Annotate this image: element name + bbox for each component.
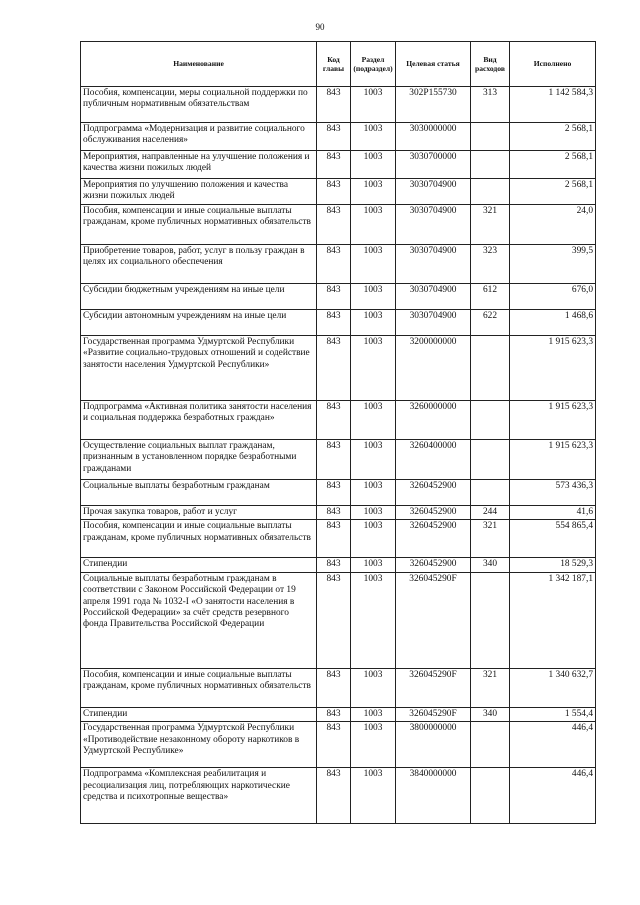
table-cell-name: Мероприятия, направленные на улучшение положения и качества жизни пожилых людей [81,151,317,179]
table-cell-amount: 2 568,1 [510,123,596,151]
table-cell-code: 843 [317,668,351,707]
table-cell-article: 3800000000 [396,722,471,768]
table-cell-section: 1003 [351,151,396,179]
header-article: Целевая статья [396,42,471,87]
table-cell-amount: 1 468,6 [510,310,596,336]
table-cell-name: Подпрограмма «Комплексная реабилитация и ресоциализация лиц, потребляющих наркотические средства и психотропные вещества» [81,768,317,824]
table-cell-article: 326045290F [396,707,471,721]
table-cell-name: Пособия, компенсации и иные социальные выплаты гражданам, кроме публичных нормативных обязательств [81,205,317,245]
table-cell-article: 3030704900 [396,179,471,205]
table-cell-article: 3260452900 [396,520,471,558]
table-row [81,245,596,284]
table-cell-section: 1003 [351,707,396,721]
table-cell-code: 843 [317,151,351,179]
header-section: Раздел (подраздел) [351,42,396,87]
table-cell-name: Социальные выплаты безработным гражданам [81,480,317,506]
table-cell-article: 3840000000 [396,768,471,824]
table-cell-section: 1003 [351,336,396,401]
table-cell-code: 843 [317,123,351,151]
table-cell-section: 1003 [351,205,396,245]
table-row [81,506,596,520]
table-cell-article: 302Р155730 [396,87,471,123]
table-cell-article: 3030000000 [396,123,471,151]
table-cell-section: 1003 [351,401,396,440]
table-row [81,668,596,707]
header-name: Наименование [81,42,317,87]
table-cell-amount: 1 142 584,3 [510,87,596,123]
table-cell-name: Мероприятия по улучшению положения и качества жизни пожилых людей [81,179,317,205]
table-cell-section: 1003 [351,768,396,824]
table-row [81,520,596,558]
table-cell-expense-type [471,480,510,506]
table-cell-name: Подпрограмма «Активная политика занятости населения и социальная поддержка безработных граждан» [81,401,317,440]
table-cell-amount: 399,5 [510,245,596,284]
table-cell-expense-type: 244 [471,506,510,520]
table-row [81,707,596,721]
table-cell-name: Осуществление социальных выплат гражданам, признанным в установленном порядке безработными гражданами [81,440,317,480]
table-cell-amount: 1 342 187,1 [510,572,596,668]
table-cell-expense-type: 340 [471,707,510,721]
table-row [81,572,596,668]
table-cell-article: 326045290F [396,668,471,707]
table-cell-code: 843 [317,480,351,506]
table-cell-amount: 1 915 623,3 [510,440,596,480]
table-cell-amount: 446,4 [510,768,596,824]
table-cell-article: 3260452900 [396,558,471,572]
table-cell-section: 1003 [351,440,396,480]
table-row [81,401,596,440]
table-cell-article: 3030704900 [396,245,471,284]
table-cell-article: 3260400000 [396,440,471,480]
table-cell-expense-type: 612 [471,284,510,310]
table-cell-name: Стипендии [81,558,317,572]
table-row [81,440,596,480]
table-cell-code: 843 [317,440,351,480]
table-cell-amount: 554 865,4 [510,520,596,558]
table-cell-name: Пособия, компенсации и иные социальные выплаты гражданам, кроме публичных нормативных обязательств [81,520,317,558]
table-cell-section: 1003 [351,310,396,336]
table-cell-section: 1003 [351,123,396,151]
table-body [81,87,596,824]
table-cell-expense-type: 321 [471,205,510,245]
table-cell-article: 3030704900 [396,284,471,310]
table-cell-code: 843 [317,336,351,401]
table-cell-section: 1003 [351,480,396,506]
table-cell-section: 1003 [351,558,396,572]
table-cell-code: 843 [317,722,351,768]
table-cell-name: Стипендии [81,707,317,721]
table-cell-code: 843 [317,179,351,205]
table-cell-amount: 1 554,4 [510,707,596,721]
page-number: 90 [315,22,325,32]
table-cell-name: Субсидии автономным учреждениям на иные цели [81,310,317,336]
table-cell-article: 3260452900 [396,506,471,520]
table-row [81,310,596,336]
table-row [81,205,596,245]
table-cell-article: 3030704900 [396,310,471,336]
table-cell-code: 843 [317,245,351,284]
table-cell-section: 1003 [351,179,396,205]
table-cell-article: 3260452900 [396,480,471,506]
table-cell-section: 1003 [351,722,396,768]
table-cell-code: 843 [317,506,351,520]
table-row [81,336,596,401]
table-cell-expense-type: 323 [471,245,510,284]
header-expense-type: Вид расходов [471,42,510,87]
table-cell-expense-type [471,123,510,151]
table-cell-amount: 2 568,1 [510,179,596,205]
table-cell-name: Пособия, компенсации, меры социальной поддержки по публичным нормативным обязательствам [81,87,317,123]
table-cell-article: 3200000000 [396,336,471,401]
table-cell-code: 843 [317,310,351,336]
table-cell-section: 1003 [351,668,396,707]
table-cell-name: Социальные выплаты безработным гражданам в соответствии с Законом Российской Федерации от 19 апреля 1991 года № 1032-I «О занятости населения в Российской Федерации» за счёт средств резервного фонда Правительства Российской Федерации [81,572,317,668]
table-cell-expense-type [471,722,510,768]
table-cell-code: 843 [317,205,351,245]
table-cell-article: 326045290F [396,572,471,668]
table-row [81,558,596,572]
table-cell-section: 1003 [351,87,396,123]
table-cell-article: 3030704900 [396,205,471,245]
table-cell-section: 1003 [351,520,396,558]
table-cell-amount: 1 915 623,3 [510,336,596,401]
table-cell-expense-type [471,151,510,179]
table-row [81,123,596,151]
table-cell-expense-type [471,401,510,440]
table-cell-name: Прочая закупка товаров, работ и услуг [81,506,317,520]
table-cell-expense-type [471,572,510,668]
table-cell-amount: 2 568,1 [510,151,596,179]
table-row [81,722,596,768]
table-cell-code: 843 [317,401,351,440]
table-row [81,151,596,179]
table-cell-amount: 446,4 [510,722,596,768]
table-row [81,284,596,310]
table-row [81,87,596,123]
table-cell-expense-type [471,440,510,480]
table-row [81,480,596,506]
table-cell-section: 1003 [351,506,396,520]
table-cell-code: 843 [317,572,351,668]
header-executed: Исполнено [510,42,596,87]
budget-table [80,41,596,824]
table-cell-name: Субсидии бюджетным учреждениям на иные цели [81,284,317,310]
header-code: Код главы [317,42,351,87]
table-cell-expense-type [471,179,510,205]
table-cell-name: Приобретение товаров, работ, услуг в пользу граждан в целях их социального обеспечения [81,245,317,284]
table-cell-code: 843 [317,284,351,310]
table-cell-section: 1003 [351,245,396,284]
table-cell-article: 3030700000 [396,151,471,179]
table-header-row [81,42,596,87]
table-cell-amount: 1 340 632,7 [510,668,596,707]
table-cell-code: 843 [317,768,351,824]
table-cell-code: 843 [317,87,351,123]
table-cell-expense-type: 340 [471,558,510,572]
table-cell-amount: 573 436,3 [510,480,596,506]
table-cell-amount: 18 529,3 [510,558,596,572]
table-cell-name: Государственная программа Удмуртской Республики «Развитие социально-трудовых отношений и содействие занятости населения Удмуртской Республики» [81,336,317,401]
table-cell-amount: 1 915 623,3 [510,401,596,440]
table-cell-expense-type [471,768,510,824]
table-cell-amount: 41,6 [510,506,596,520]
table-cell-code: 843 [317,520,351,558]
table-cell-code: 843 [317,558,351,572]
table-cell-article: 3260000000 [396,401,471,440]
table-cell-expense-type: 321 [471,520,510,558]
table-cell-name: Подпрограмма «Модернизация и развитие социального обслуживания населения» [81,123,317,151]
table-cell-expense-type: 321 [471,668,510,707]
table-row [81,179,596,205]
table-cell-amount: 24,0 [510,205,596,245]
table-cell-expense-type: 313 [471,87,510,123]
table-cell-expense-type [471,336,510,401]
table-cell-name: Пособия, компенсации и иные социальные выплаты гражданам, кроме публичных нормативных обязательств [81,668,317,707]
table-cell-section: 1003 [351,284,396,310]
table-cell-code: 843 [317,707,351,721]
table-cell-section: 1003 [351,572,396,668]
table-cell-amount: 676,0 [510,284,596,310]
table-row [81,768,596,824]
table-cell-name: Государственная программа Удмуртской Республики «Противодействие незаконному обороту наркотиков в Удмуртской Республике» [81,722,317,768]
table-cell-expense-type: 622 [471,310,510,336]
